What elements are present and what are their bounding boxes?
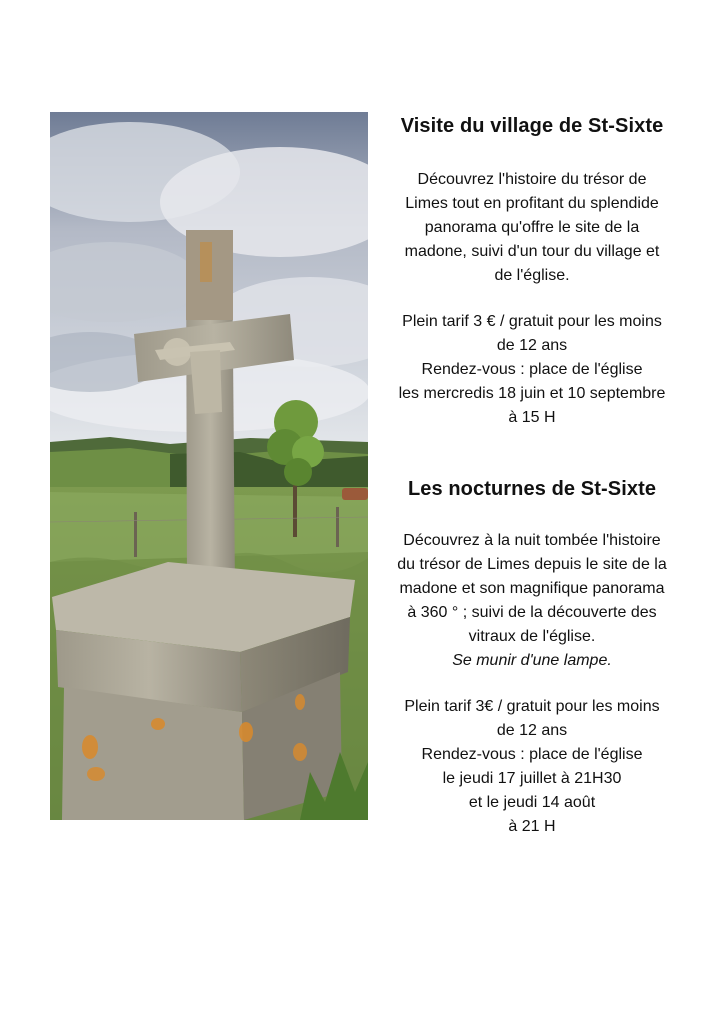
- section-nocturnes: [376, 478, 688, 501]
- date-line: et le jeudi 14 août: [468, 794, 596, 811]
- text-line: Limes tout en profitant du splendide: [405, 195, 659, 212]
- section-visite-info: [376, 310, 688, 430]
- description-paragraph: [376, 168, 688, 288]
- section-visite-description: [376, 168, 688, 288]
- section-title: Les nocturnes de St-Sixte: [407, 478, 657, 500]
- price-line: de 12 ans: [496, 337, 568, 354]
- text-line: Découvrez l'histoire du trésor de: [417, 171, 647, 188]
- text-line: madone, suivi d'un tour du village et: [404, 243, 660, 260]
- stone-cross-photo: [50, 112, 368, 820]
- text-line: du trésor de Limes depuis le site de la: [397, 556, 667, 573]
- price-line: de 12 ans: [496, 722, 568, 739]
- section-nocturnes-description: [376, 529, 688, 673]
- info-paragraph: [376, 695, 688, 839]
- date-line: le jeudi 17 juillet à 21H30: [442, 770, 622, 787]
- meeting-line: Rendez-vous : place de l'église: [421, 746, 643, 763]
- text-line: vitraux de l'église.: [468, 628, 596, 645]
- time-line: à 15 H: [508, 409, 556, 426]
- date-line: les mercredis 18 juin et 10 septembre: [398, 385, 666, 402]
- section-visite: [376, 115, 688, 138]
- section-nocturnes-info: [376, 695, 688, 839]
- description-paragraph: [376, 529, 688, 673]
- text-line: à 360 ° ; suivi de la découverte des: [407, 604, 657, 621]
- time-line: à 21 H: [508, 818, 556, 835]
- text-line: Découvrez à la nuit tombée l'histoire: [403, 532, 661, 549]
- text-line: panorama qu'offre le site de la: [424, 219, 640, 236]
- text-line: de l'église.: [494, 267, 570, 284]
- info-paragraph: [376, 310, 688, 430]
- price-line: Plein tarif 3 € / gratuit pour les moins: [402, 313, 662, 330]
- lamp-note: Se munir d'une lampe.: [452, 652, 612, 669]
- meeting-line: Rendez-vous : place de l'église: [421, 361, 643, 378]
- price-line: Plein tarif 3€ / gratuit pour les moins: [404, 698, 660, 715]
- text-line: madone et son magnifique panorama: [399, 580, 665, 597]
- section-title: Visite du village de St-Sixte: [400, 115, 664, 137]
